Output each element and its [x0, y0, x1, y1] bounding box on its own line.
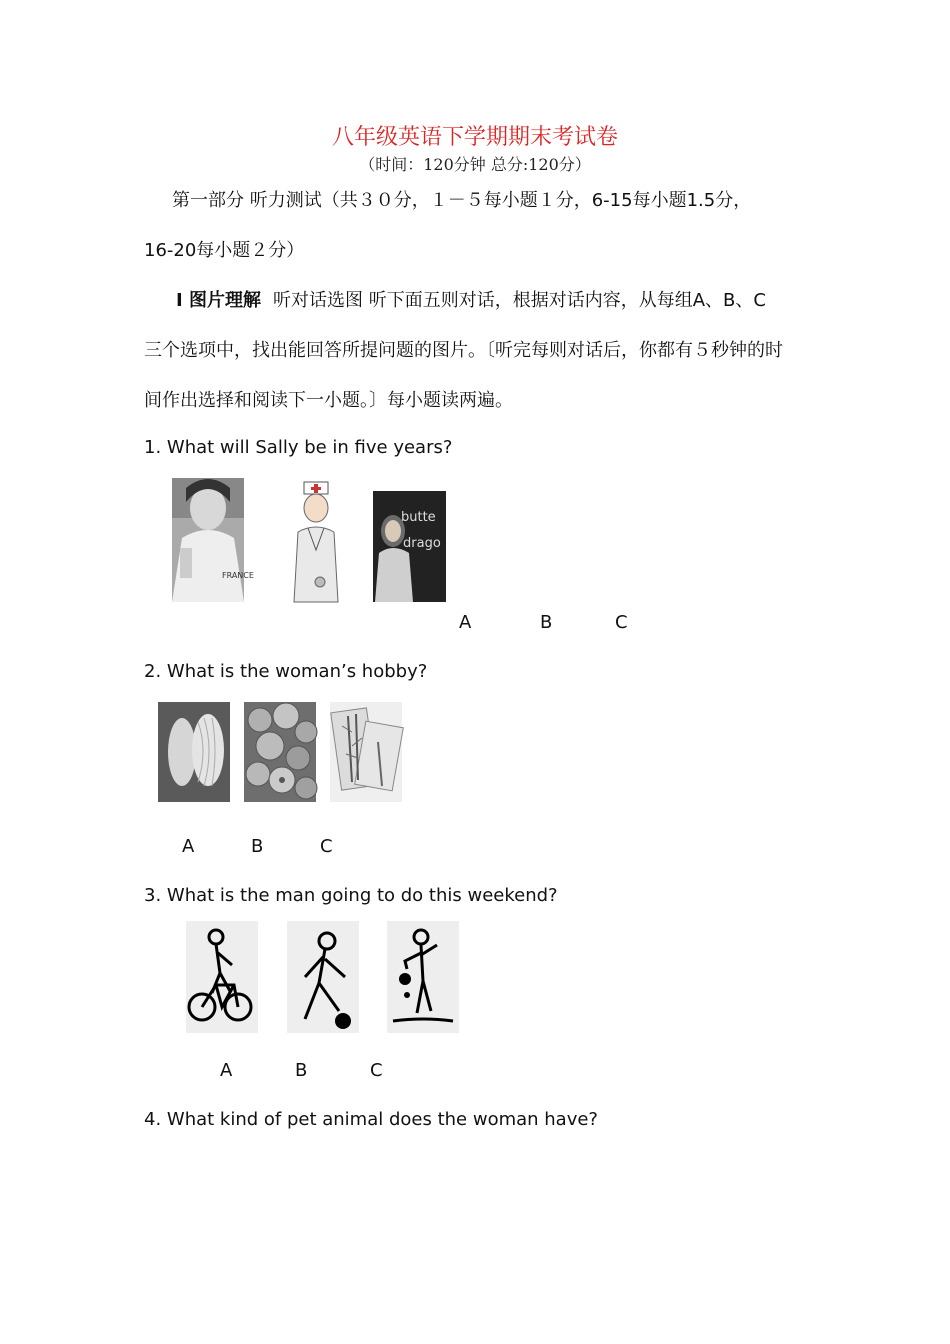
question-2: 2. What is the woman’s hobby?: [144, 661, 428, 682]
q1-option-a: A: [459, 612, 472, 633]
question-4: 4. What kind of pet animal does the woman have?: [144, 1109, 598, 1130]
q1-option-c: C: [615, 612, 628, 633]
nurse-illustration: [286, 480, 346, 602]
question-1: 1. What will Sally be in five years?: [144, 437, 453, 458]
part1-line2: 16-20每小题２分）: [144, 240, 305, 261]
basketball-stickfigure: [387, 921, 459, 1033]
part1-line1: 第一部分 听力测试（共３０分，１－５每小题１分，6-15每小题1.5分，: [172, 190, 752, 211]
section1-line2: 三个选项中，找出能回答所提问题的图片。〔听完每则对话后，你都有５秒钟的时: [144, 340, 783, 361]
q1-option-b: B: [540, 612, 553, 633]
q2-option-b: B: [251, 836, 264, 857]
bamboo-painting-photo: [330, 702, 402, 802]
seashells-photo: [158, 702, 230, 802]
section1-line1: [176, 288, 766, 314]
coins-photo: [244, 702, 316, 802]
q2-option-c: C: [320, 836, 333, 857]
q3-option-c: C: [370, 1060, 383, 1081]
q3-option-b: B: [295, 1060, 308, 1081]
astronaut-photo: [172, 478, 254, 602]
image-text-butte: butte: [401, 510, 436, 525]
question-3: 3. What is the man going to do this weekend?: [144, 885, 558, 906]
section1-line3: 间作出选择和阅读下一小题。〕每小题读两遍。: [144, 390, 513, 411]
page-title: 八年级英语下学期期末考试卷: [331, 125, 618, 150]
image-text-france: FRANCE: [222, 571, 254, 580]
q3-option-a: A: [220, 1060, 233, 1081]
page-subtitle: （时间：120分钟 总分:120分）: [359, 155, 591, 174]
football-stickfigure: [287, 921, 359, 1033]
cycling-stickfigure: [186, 921, 258, 1033]
q2-option-a: A: [182, 836, 195, 857]
section1-heading: Ⅰ 图片理解: [176, 290, 261, 311]
teacher-photo: [373, 491, 446, 602]
section1-line1-text: 听对话选图 听下面五则对话，根据对话内容，从每组A、B、C: [272, 290, 766, 311]
image-text-drago: drago: [403, 536, 441, 551]
